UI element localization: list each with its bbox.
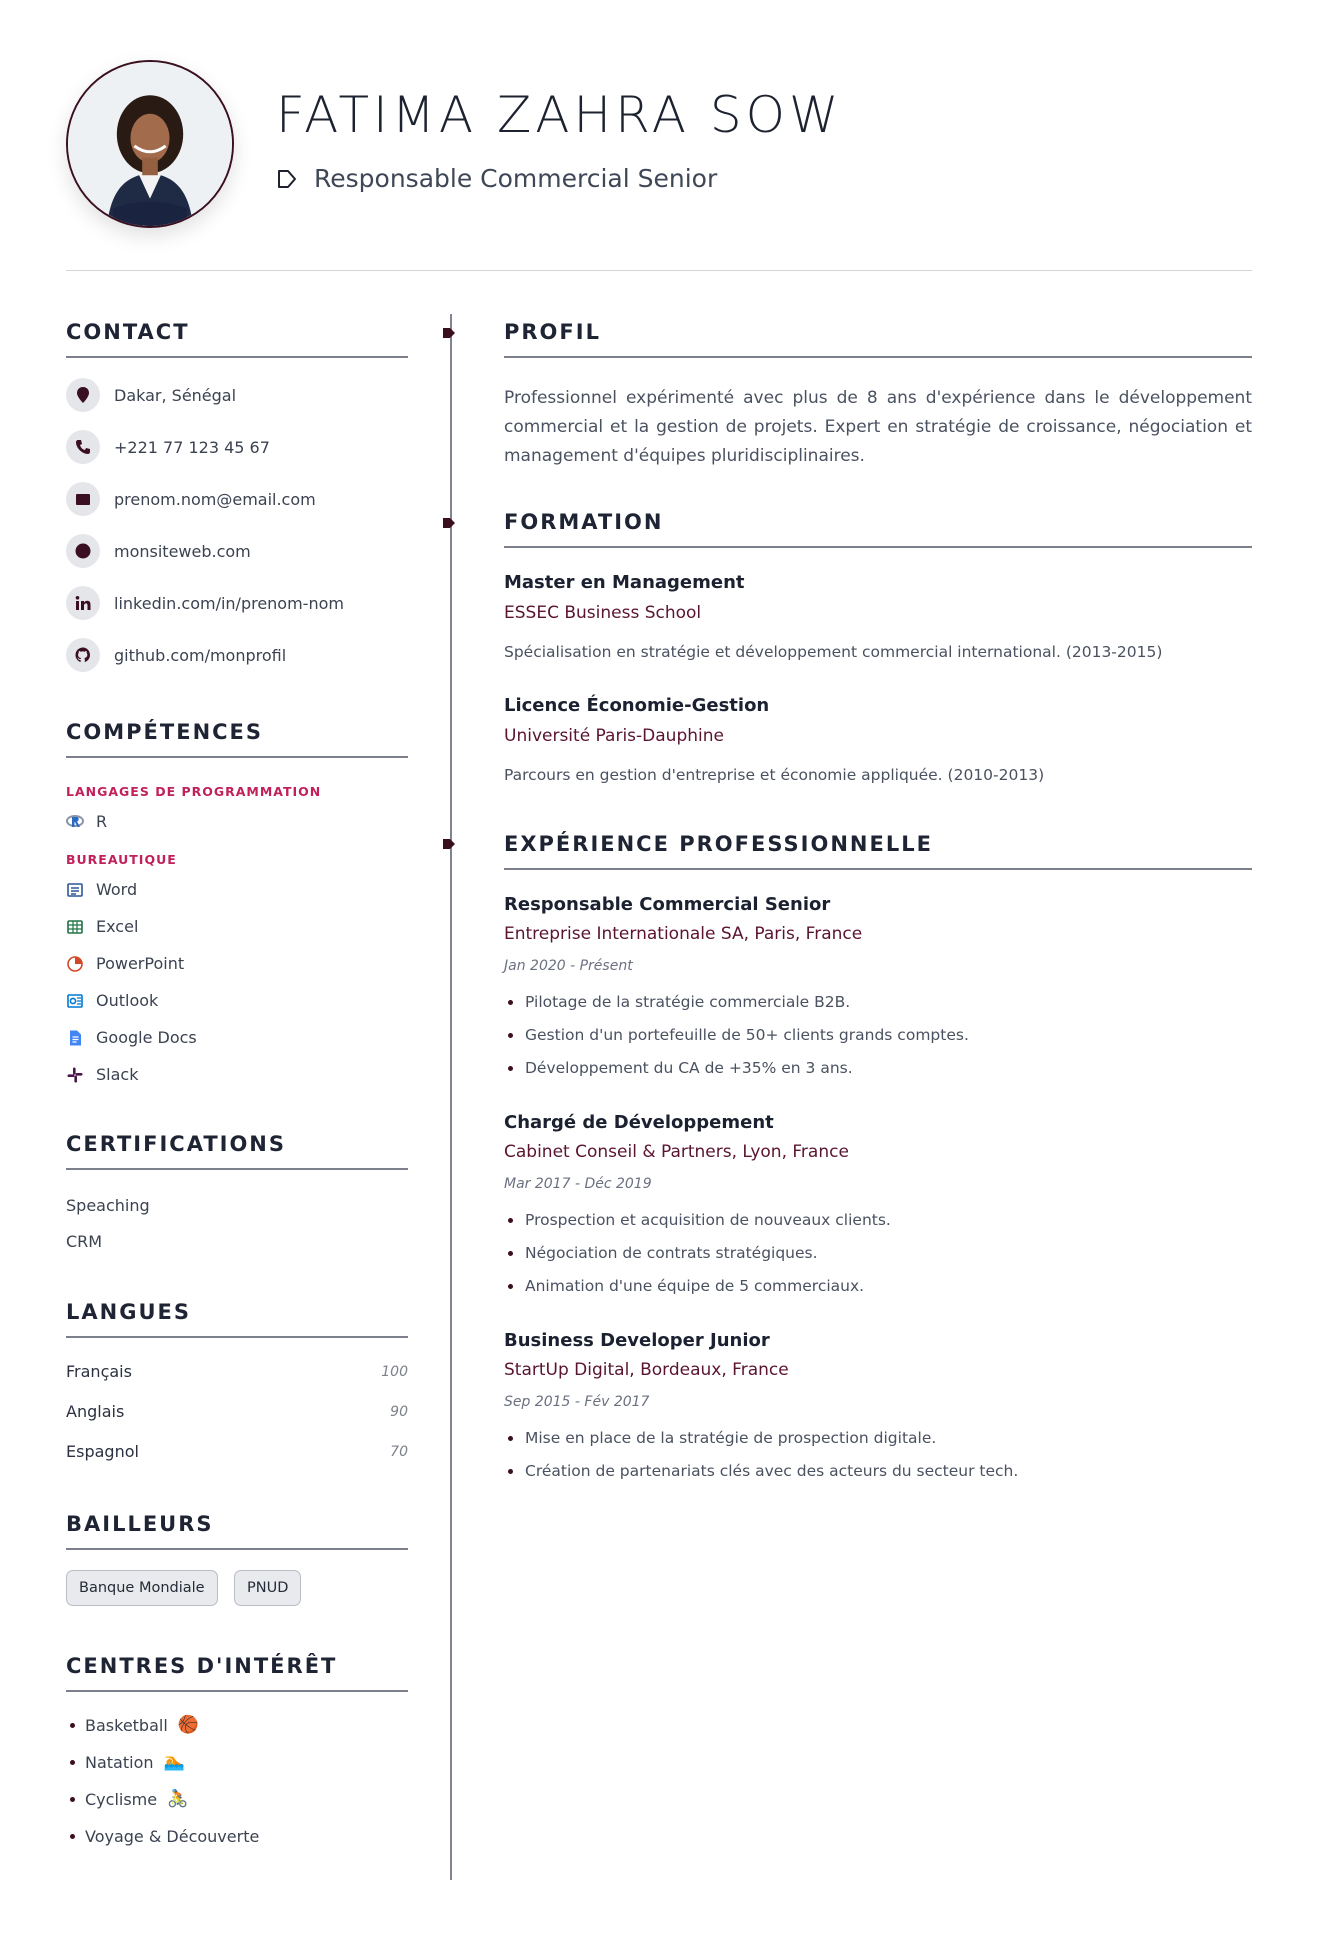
certification-item: Speaching <box>66 1196 150 1215</box>
skill-label: R <box>96 812 108 831</box>
experience-heading: EXPÉRIENCE PROFESSIONNELLE <box>504 832 933 856</box>
section-divider <box>66 1168 408 1170</box>
linkedin-icon <box>66 586 100 620</box>
job-role: Responsable Commercial Senior <box>504 894 831 915</box>
job-bullet <box>508 993 850 1011</box>
profile-summary: Professionnel expérimenté avec plus de 8 ans d'expérience dans le développement commercial et la gestion de projets. Expert en stratégie de croissance, négociation et management d'équipes pluridisciplinaires. <box>504 388 1252 466</box>
contact-heading: CONTACT <box>66 320 190 344</box>
bullet-text: Pilotage de la stratégie commerciale B2B. <box>525 993 851 1011</box>
skill-category-label: LANGAGES DE PROGRAMMATION <box>66 784 322 799</box>
job-dates: Mar 2017 - Déc 2019 <box>504 1176 652 1192</box>
bullet-text: Animation d'une équipe de 5 commerciaux. <box>525 1277 865 1295</box>
timeline-marker <box>442 326 456 340</box>
column-divider <box>450 314 452 1880</box>
github-icon <box>66 638 100 672</box>
phone-icon <box>66 430 100 464</box>
skill-item-slack <box>66 1065 138 1084</box>
job-dates: Jan 2020 - Présent <box>504 958 633 974</box>
interest-label: Basketball <box>85 1716 168 1735</box>
contact-github[interactable] <box>66 638 286 672</box>
cyclist-icon: 🚴 <box>167 1789 189 1809</box>
bullet-text: Prospection et acquisition de nouveaux clients. <box>525 1211 891 1229</box>
bullet-text: Développement du CA de +35% en 3 ans. <box>525 1059 853 1077</box>
contact-linkedin[interactable] <box>66 586 344 620</box>
tag-icon <box>276 168 298 190</box>
skill-label: Slack <box>96 1065 139 1084</box>
section-divider <box>66 356 408 358</box>
skill-item-excel <box>66 917 138 936</box>
profile-photo <box>66 60 234 228</box>
profile-heading: PROFIL <box>504 320 601 344</box>
basketball-icon: 🏀 <box>177 1715 199 1735</box>
email-icon <box>66 482 100 516</box>
job-bullet <box>508 1429 936 1447</box>
contact-text: prenom.nom@email.com <box>114 489 316 509</box>
degree-title: Master en Management <box>504 572 745 593</box>
section-divider <box>504 356 1252 358</box>
school-name: ESSEC Business School <box>504 603 702 623</box>
contact-email[interactable] <box>66 482 316 516</box>
interest-item <box>70 1716 199 1735</box>
job-bullet <box>508 1211 891 1229</box>
languages-heading: LANGUES <box>66 1300 191 1324</box>
job-dates: Sep 2015 - Fév 2017 <box>504 1394 650 1410</box>
bullet-dot <box>508 1033 513 1038</box>
language-level: 70 <box>390 1443 408 1460</box>
section-divider <box>504 546 1252 548</box>
language-level: 100 <box>381 1363 408 1380</box>
contact-text: linkedin.com/in/prenom-nom <box>114 593 344 613</box>
job-role: Chargé de Développement <box>504 1112 774 1133</box>
contact-text: Dakar, Sénégal <box>114 385 237 405</box>
skill-label: Outlook <box>96 991 159 1010</box>
interest-label: Cyclisme <box>85 1790 158 1809</box>
skill-item-powerpoint <box>66 954 184 973</box>
bullet-text: Création de partenariats clés avec des acteurs du secteur tech. <box>525 1462 1019 1480</box>
timeline-marker <box>442 516 456 530</box>
job-bullet <box>508 1277 864 1295</box>
language-row <box>66 1402 408 1421</box>
language-row <box>66 1362 408 1381</box>
contact-phone[interactable] <box>66 430 270 464</box>
section-divider <box>504 868 1252 870</box>
interest-item <box>70 1827 259 1846</box>
candidate-name: FATIMA ZAHRA SOW <box>276 86 843 144</box>
job-company: StartUp Digital, Bordeaux, France <box>504 1360 789 1380</box>
skill-item-r <box>66 812 107 831</box>
job-bullet <box>508 1059 853 1077</box>
section-divider <box>66 1690 408 1692</box>
job-company: Cabinet Conseil & Partners, Lyon, France <box>504 1142 849 1162</box>
r-logo-icon <box>66 813 84 831</box>
slack-icon <box>66 1066 84 1084</box>
interest-item <box>70 1790 188 1809</box>
skill-label: Excel <box>96 917 139 936</box>
bullet-dot <box>70 1834 75 1839</box>
education-heading: FORMATION <box>504 510 664 534</box>
funder-badge: Banque Mondiale <box>66 1570 218 1606</box>
contact-text: github.com/monprofil <box>114 645 287 665</box>
interest-label: Voyage & Découverte <box>85 1827 260 1846</box>
excel-icon <box>66 918 84 936</box>
powerpoint-icon <box>66 955 84 973</box>
bullet-dot <box>70 1723 75 1728</box>
degree-description: Parcours en gestion d'entreprise et économie appliquée. (2010-2013) <box>504 766 1045 784</box>
school-name: Université Paris-Dauphine <box>504 726 724 746</box>
contact-text: +221 77 123 45 67 <box>114 437 270 457</box>
swimmer-icon: 🏊 <box>163 1752 185 1772</box>
bullet-text: Gestion d'un portefeuille de 50+ clients grands comptes. <box>525 1026 969 1044</box>
job-bullet <box>508 1026 969 1044</box>
skill-label: PowerPoint <box>96 954 185 973</box>
certification-item: CRM <box>66 1232 103 1251</box>
interest-item <box>70 1753 185 1772</box>
language-row <box>66 1442 408 1461</box>
bullet-dot <box>508 1251 513 1256</box>
skill-label: Word <box>96 880 138 899</box>
language-name: Anglais <box>66 1402 125 1421</box>
job-role: Business Developer Junior <box>504 1330 770 1351</box>
certifications-heading: CERTIFICATIONS <box>66 1132 287 1156</box>
skill-item-word <box>66 880 137 899</box>
skill-label: Google Docs <box>96 1028 197 1047</box>
contact-text: monsiteweb.com <box>114 541 251 561</box>
job-bullet <box>508 1244 818 1262</box>
word-icon <box>66 881 84 899</box>
bullet-text: Négociation de contrats stratégiques. <box>525 1244 818 1262</box>
job-title: Responsable Commercial Senior <box>314 164 718 193</box>
globe-icon <box>66 534 100 568</box>
bullet-dot <box>508 1469 513 1474</box>
contact-website[interactable] <box>66 534 251 568</box>
funders-heading: BAILLEURS <box>66 1512 214 1536</box>
bullet-dot <box>70 1760 75 1765</box>
skill-item-outlook <box>66 991 158 1010</box>
skill-category-label: BUREAUTIQUE <box>66 852 177 867</box>
degree-description: Spécialisation en stratégie et développement commercial international. (2013-2015) <box>504 643 1163 661</box>
contact-location <box>66 378 236 412</box>
section-divider <box>66 1548 408 1550</box>
language-name: Français <box>66 1362 132 1381</box>
bullet-dot <box>70 1797 75 1802</box>
location-pin-icon <box>66 378 100 412</box>
google-docs-icon <box>66 1029 84 1047</box>
language-name: Espagnol <box>66 1442 139 1461</box>
bullet-text: Mise en place de la stratégie de prospection digitale. <box>525 1429 937 1447</box>
interests-heading: CENTRES D'INTÉRÊT <box>66 1654 338 1678</box>
timeline-marker <box>442 837 456 851</box>
job-title-row <box>276 164 717 193</box>
degree-title: Licence Économie-Gestion <box>504 695 770 716</box>
bullet-dot <box>508 1066 513 1071</box>
funder-badge: PNUD <box>234 1570 301 1606</box>
bullet-dot <box>508 1218 513 1223</box>
outlook-icon <box>66 992 84 1010</box>
bullet-dot <box>508 1284 513 1289</box>
interest-label: Natation <box>85 1753 154 1772</box>
job-company: Entreprise Internationale SA, Paris, France <box>504 924 863 944</box>
section-divider <box>66 756 408 758</box>
bullet-dot <box>508 1436 513 1441</box>
job-bullet <box>508 1462 1018 1480</box>
skill-item-google-docs <box>66 1028 197 1047</box>
section-divider <box>66 1336 408 1338</box>
bullet-dot <box>508 1000 513 1005</box>
skills-heading: COMPÉTENCES <box>66 720 264 744</box>
language-level: 90 <box>390 1403 408 1420</box>
header-divider <box>66 270 1252 271</box>
